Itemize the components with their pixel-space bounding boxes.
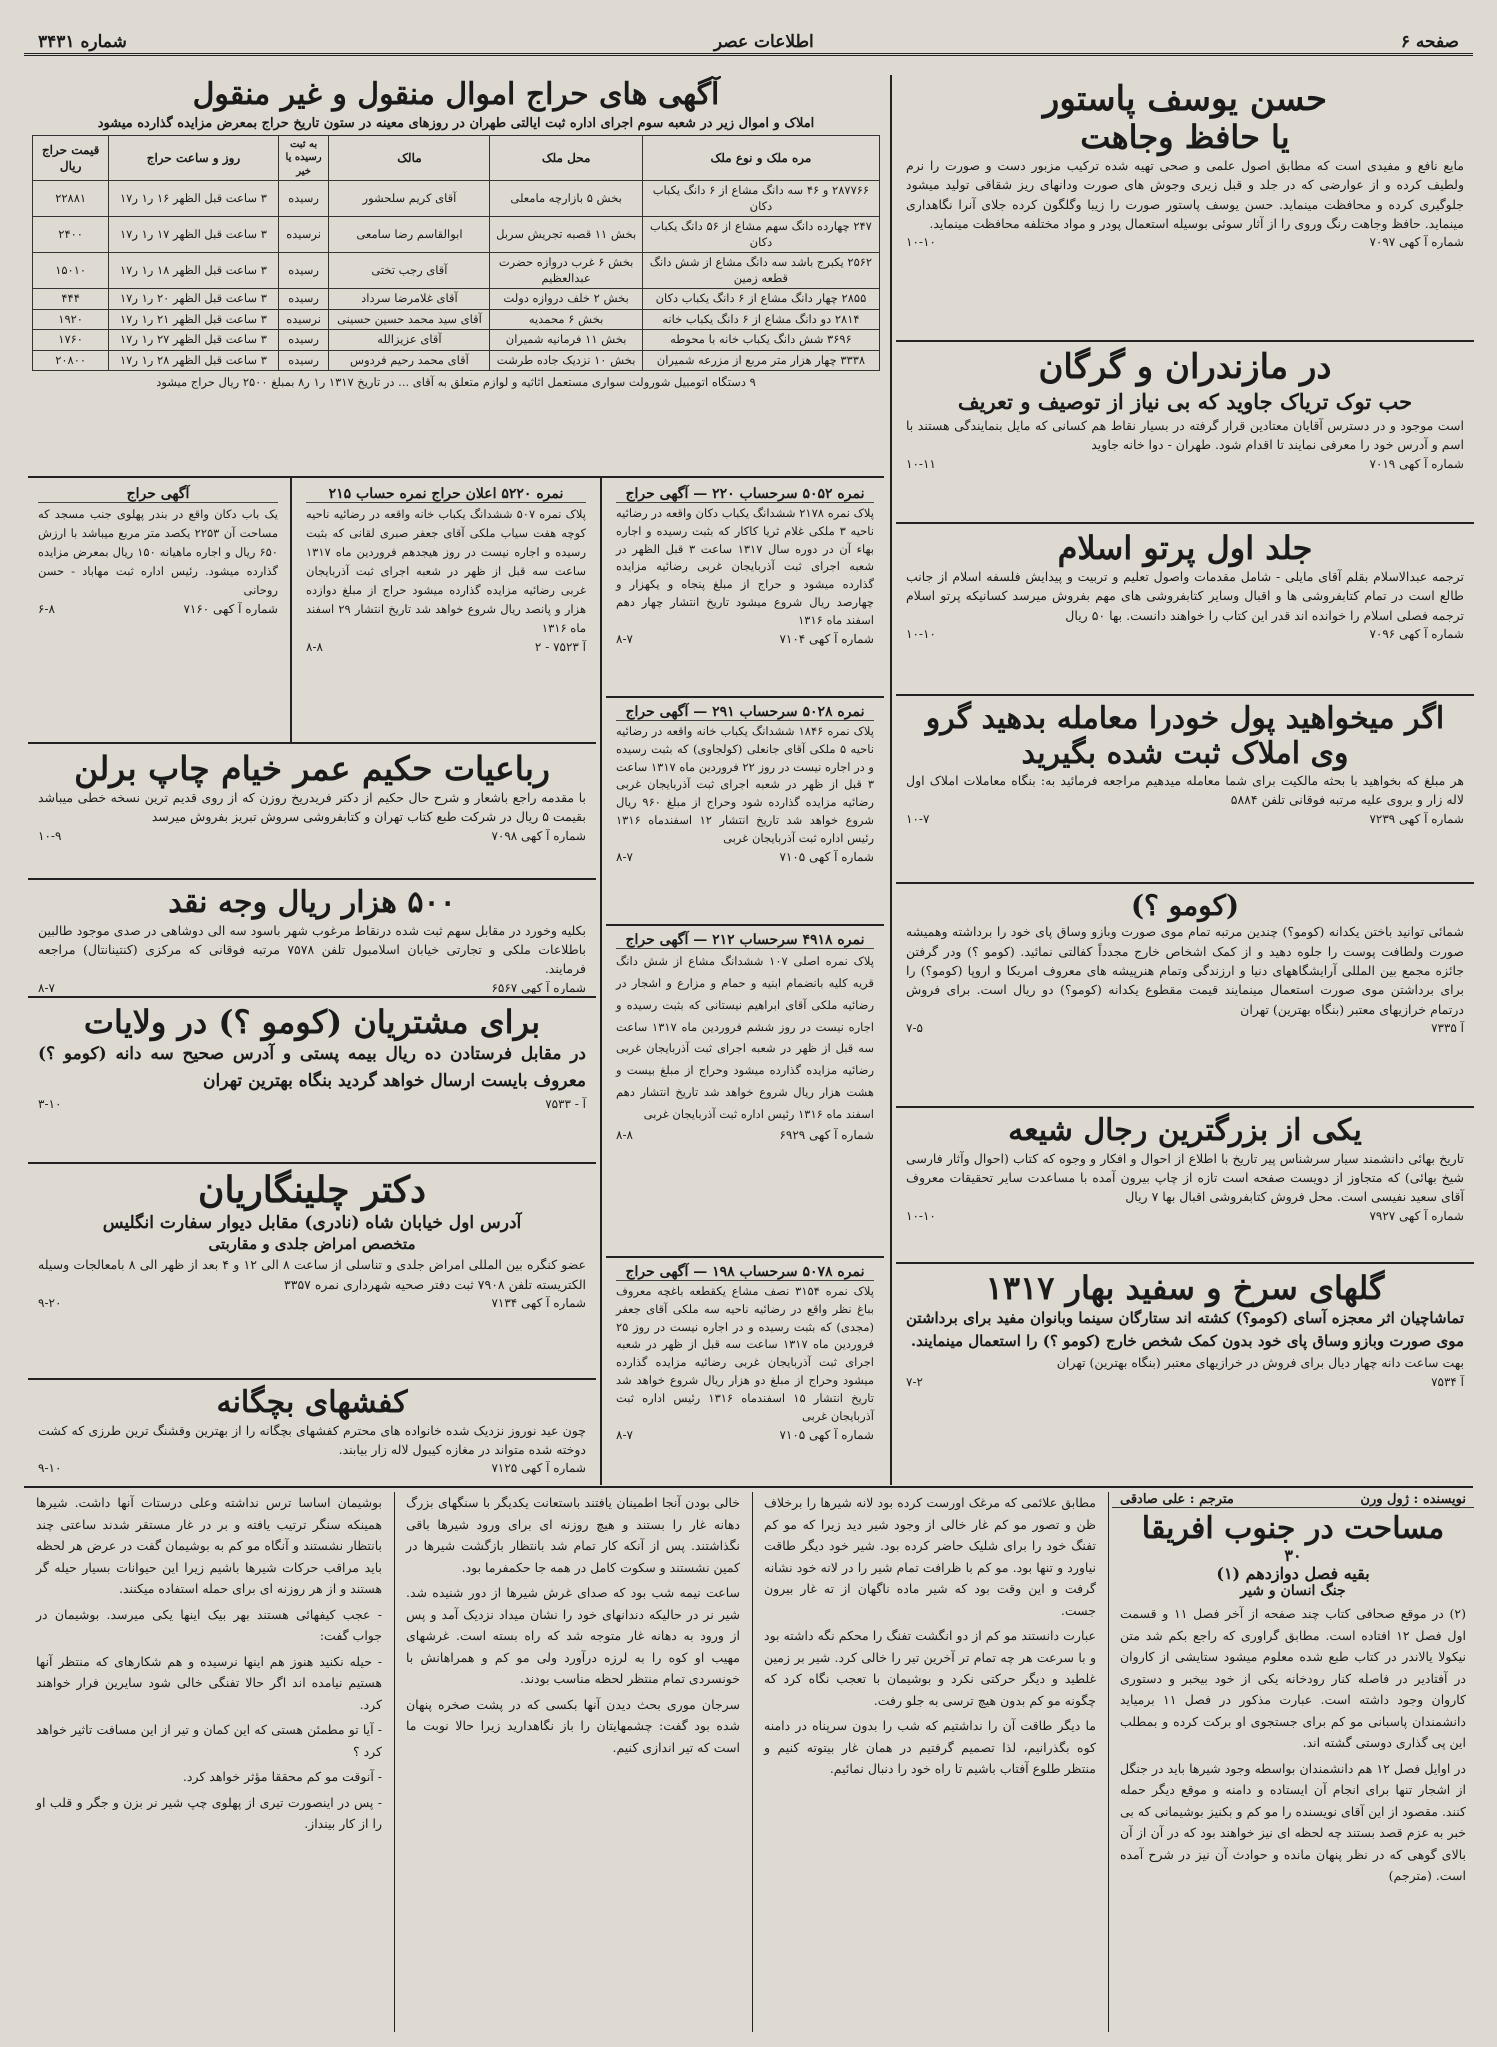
table-cell: ۳ ساعت قبل الظهر ۲۸ ر۱ ر۱۷ bbox=[109, 350, 278, 371]
table-cell: ۲۸۱۴ دو دانگ مشاع از ۶ دانگ یکباب خانه bbox=[642, 309, 879, 330]
hassan-body: مایع نافع و مفیدی است که مطابق اصول علمی و صحی تهیه شده ترکیب مزبور دست و صورت را نرم ولطیف کرده و از عوارضی که در جلد و قبل زیری وجوش های صورت ودانهای ریز شقاقی تولید میشود جلوگیری کرده و محافظت مینماید. حسن یوسف پاستور صورت را زیبا وگلگون کرده جلای آنرا نگاهداری مینماید. حافظ وجاهت رنگ وروی را از آثار سوئی بوسیله استعمال پودر و مواد مختلفه محافظت مینماید. bbox=[906, 157, 1464, 232]
table-row bbox=[33, 181, 880, 217]
notice-body: یک باب دکان واقع در بندر پهلوی جنب مسجد که مساحت آن ۲۲۵۳ یکصد متر مربع میباشد با ارزش ۶۵۰ ریال و اجاره ماهیانه ۱۵۰ ریال بمعرض مزایده گذارده میشود. رئیس اداره ثبت مهاباد - حسن روحانی bbox=[38, 507, 278, 597]
table-cell: آقای غلامرضا سرداد bbox=[329, 289, 490, 310]
table-cell: آقای رجب تختی bbox=[329, 253, 490, 289]
table-row bbox=[33, 350, 880, 371]
notice-body: پلاک نمره ۱۸۴۶ ششدانگ یکباب خانه واقعه در رضائیه ناحیه ۵ ملکی آقای جانعلی (کولجاوی) که بثبت رسیده و در اجاره نیست در روز ۲۲ فروردین ماه ۱۳۱۷ ساعت ۳ قبل از ظهر در شعبه اجرای ثبت آذربایجان غربی رضائیه مزایده گذارده شود وحراج از مبلغ ۹۶۰ ریال شروع خواهد شد تاریخ انتشار ۱۲ اسفندماه ۱۳۱۶ رئیس اداره ثبت آذربایجان غربی bbox=[616, 724, 874, 845]
ad-number: آ ۷۵۳۴ bbox=[1431, 1374, 1464, 1389]
auction-title: آگهی های حراج اموال منقول و غیر منقول bbox=[192, 77, 720, 112]
shia-title: یکی از بزرگترین رجال شیعه bbox=[1008, 1113, 1362, 1148]
ad-number: شماره آ کهی ۷۰۱۹ bbox=[1369, 456, 1464, 471]
table-cell: ۳ ساعت قبل الظهر ۲۱ ر۱ ر۱۷ bbox=[109, 309, 278, 330]
auction-notice-1: نمره ۵۰۵۲ سرحساب ۲۲۰ — آگهی حراج پلاک نمره ۲۱۷۸ ششدانگ یکباب دکان واقعه در رضائیه ناحیه ۳ ملکی غلام ثریا کاکار که بثبت رسیده و اجاره بهاء آن در دوره سال ۱۳۱۷ ساعت ۳ قبل الظهر در شعبه اجرای ثبت آذربایجان غربی رضائیه مزایده گذارده میشود و حراج از مبلغ پنجاه و یکهزار و چهارصد ریال شروع میشود تاریخ انتشار چهار دهم اسفند ماه ۱۳۱۶ شماره آ کهی ۷۱۰۴ ۸-۷ bbox=[616, 486, 874, 646]
serial-section: بقیه فصل دوازدهم (۱) bbox=[1216, 1563, 1370, 1583]
table-cell: ۳ ساعت قبل الظهر ۱۸ ر۱ ر۱۷ bbox=[109, 253, 278, 289]
table-cell: رسیده bbox=[278, 330, 329, 351]
ad-number: شماره آ کهی ۷۱۰۴ bbox=[779, 631, 874, 646]
paragraph: ساعت نیمه شب بود که صدای غرش شیرها از دور شنیده شد. شیر نر در حالیکه دندانهای خود را نشان میداد نزدیک آمد و پس از ورود به دهانه غار متوجه شد که راه بسته است. غرشهای مهیب او کوه را به لرزه درآورد ولی مو کم و همراهانش با خونسردی تمام منتظر لحظه مناسب بودند. bbox=[406, 1585, 740, 1686]
paper-name: اطلاعات عصر bbox=[713, 31, 814, 52]
page-header bbox=[24, 30, 1473, 56]
customers-title: برای مشتریان (کومو ؟) در ولایات bbox=[83, 1003, 541, 1041]
table-row bbox=[33, 217, 880, 253]
kumo-ad bbox=[896, 886, 1474, 1104]
table-cell: رسیده bbox=[278, 181, 329, 217]
table-cell: ۲۵۶۲ یکبرج باشد سه دانگ مشاع از شش دانگ قطعه زمین bbox=[642, 253, 879, 289]
table-cell: بخش ۵ بازارچه مامعلی bbox=[490, 181, 642, 217]
khayyam-body: با مقدمه راجع باشعار و شرح حال حکیم از دکتر فریدریخ روزن که از روی قدیم ترین نسخه خطی میباشد بقیمت ۵ ریال در شرکت طبع کتاب تهران و کتابفروشی سروش تبریز بفروش میرسد bbox=[38, 789, 586, 825]
table-cell: رسیده bbox=[278, 289, 329, 310]
serial-rule bbox=[752, 1492, 753, 2032]
table-cell: آقای سید محمد حسین حسینی bbox=[329, 309, 490, 330]
table-cell: بخش ۱۱ فرمانیه شمیران bbox=[490, 330, 642, 351]
mazandaran-body: است موجود و در دسترس آقایان معتادین قرار گرفته در بسیار نقاط هم کسانی که مایل بنمایندگی هستند با اسم و آدرس خود را معرفی نمایند تا اقدام شود. طهران - دوا خانه جاوید bbox=[906, 418, 1464, 453]
paragraph: مطابق علائمی که مرغک اورست کرده بود لانه شیرها را برخلاف ظن و تصور مو کم غار خالی از وجود شیر دید زیرا که مو کم تفنگ خود را برای شلیک حاضر کرده بود. شیر خود دیگر طاقت نیاورد و تنها بود. مو کم با ظرافت تمام شیر را در لانه خود نشانه گرفت و این وقت بود که شیر ماده ناگهان از ته غار بیرون جست. bbox=[764, 1495, 1096, 1618]
table-cell: ۲۲۸۸۱ bbox=[33, 181, 109, 217]
table-cell: رسیده bbox=[278, 350, 329, 371]
col-header: روز و ساعت حراج bbox=[109, 135, 278, 181]
ad-number: شماره آ کهی ۷۱۳۴ bbox=[491, 1296, 586, 1311]
paragraph: (۲) در موقع صحافی کتاب چند صفحه از آخر فصل ۱۱ و قسمت اول فصل ۱۲ افتاده است. مطابق گراوری که راجع بکم شد متن نیکولا یالاندر در کتاب طبع شده معلوم میشود ستایشی از کاروان در آفتادیر در فاصله کنار رودخانه یکی از خود بیخبر و دستوری کاروان وجود داشته است. عبارت مذکور در فصل ۱۱ برمیاید دانشمندان پاسبانی مو کم برای جستجوی او برکت کرده و بمطلب این پی گذاری دوستی گشته اند. bbox=[1120, 1606, 1466, 1751]
auction-table bbox=[32, 135, 880, 372]
ad-date: ۷-۲ bbox=[906, 1374, 923, 1389]
table-cell: ۳ ساعت قبل الظهر ۲۰ ر۱ ر۱۷ bbox=[109, 289, 278, 310]
serial-translator: مترجم : علی صادقی bbox=[1120, 1492, 1234, 1507]
serial-divider bbox=[24, 1486, 1473, 1488]
serial-text bbox=[28, 1492, 390, 1835]
notice-divider bbox=[606, 1256, 884, 1258]
ad-divider bbox=[896, 1262, 1474, 1264]
serial-column-4 bbox=[28, 1492, 390, 2032]
doctor-body: عضو کنگره بین المللی امراض جلدی و تناسلی از ساعت ۸ الی ۱۲ و ۴ بعد از ظهر الی ۸ بامعالجات وسیله الکتریسته تلفن ۷۹۰۸ ثبت دفتر صحیه شهرداری نمره ۳۳۵۷ bbox=[38, 1257, 586, 1292]
table-cell: آقای عزیزالله bbox=[329, 330, 490, 351]
table-row bbox=[33, 289, 880, 310]
rial-body: بکلیه وخورد در مقابل سهم ثبت شده درنقاط مرغوب شهر باسود سه الی دوشاهی در صدی موجود طالبین باطلاعات ملکی و تجارتی خیابان اسلامبول تلفن ۷۵۷۸ مرتبه فوقانی که مرکزی (کنتینانتال) مراجعه فرمایند. bbox=[38, 922, 586, 977]
notice-body: پلاک نمره ۳۱۵۴ نصف مشاع یکقطعه باغچه معروف بباغ نظر واقع در رضائیه ناحیه سه ملکی آقای جعفر (مجدی) که بثبت رسیده و در اجاره نیست در روز ۲۵ فروردین ماه ۱۳۱۷ ساعت سه قبل از ظهر در شعبه اجرای ثبت آذربایجان غربی رضائیه مزایده گذارده میشود وحراج از مبلغ دو هزار ریال شروع خواهد شد تاریخ انتشار ۱۵ اسفندماه ۱۳۱۶ رئیس اداره ثبت آذربایجان غربی bbox=[616, 1284, 875, 1423]
serial-chapter: جنگ انسان و شیر bbox=[1240, 1583, 1346, 1600]
flowers-note: بهت ساعت دانه چهار دیال برای فروش در خرازیهای معتبر (بنگاه بهترین) تهران bbox=[1056, 1355, 1464, 1371]
ad-date: ۸-۷ bbox=[616, 631, 633, 646]
islam-title: جلد اول پرتو اسلام bbox=[1057, 529, 1313, 567]
notice-body: پلاک نمره اصلی ۱۰۷ ششدانگ مشاع از شش دانگ قریه کلیه بانضمام ابنیه و حمام و مزارع و اشجار در رضائیه ملکی آقای ابراهیم نیستانی که بثبت رسیده و اجاره نیست در روز ششم فروردین ماه ۱۳۱۷ ساعت سه قبل از ظهر در شعبه اجرای ثبت آذربایجان غربی رضائیه مزایده گذارده میشود وحراج از مبلغ بیست و هشت هزار ریال شروع خواهد شد تاریخ انتشار دهم اسفند ماه ۱۳۱۶ رئیس اداره ثبت آذربایجان غربی bbox=[616, 954, 874, 1121]
paragraph: در اوایل فصل ۱۲ هم دانشمندان بواسطه وجود شیرها باید در جنگل از اشجار تنها برای انجام آن ایستاده و دامنه و موقع دیگر حمله کنند. مقصود از این آقای نویسنده را مو کم و بکنیز بوشیمانی که بی خبر به عزم قصد بستند چه لحظه ای نیز خواهند بود که در آن از آن بالای گوهی که در نظر پنهان مانده و حوادث آن نیز در شرح آمده است. (مترجم) bbox=[1120, 1760, 1466, 1884]
flowers-title: گلهای سرخ و سفید بهار ۱۳۱۷ bbox=[985, 1269, 1385, 1307]
auction-notice-3: نمره ۴۹۱۸ سرحساب ۲۱۲ — آگهی حراج پلاک نمره اصلی ۱۰۷ ششدانگ مشاع از شش دانگ قریه کلیه بانضمام ابنیه و حمام و مزارع و اشجار در رضائیه ملکی آقای ابراهیم نیستانی که بثبت رسیده و اجاره نیست در روز ششم فروردین ماه ۱۳۱۷ ساعت سه قبل از ظهر در شعبه اجرای ثبت آذربایجان غربی رضائیه مزایده گذارده میشود وحراج از مبلغ بیست و هشت هزار ریال شروع خواهد شد تاریخ انتشار دهم اسفند ماه ۱۳۱۶ رئیس اداره ثبت آذربایجان غربی شماره آ کهی ۶۹۲۹ ۸-۸ bbox=[616, 932, 874, 1142]
ad-date: ۷-۵ bbox=[906, 1021, 923, 1036]
ad-number: شماره آ کهی ۷۱۲۵ bbox=[491, 1461, 586, 1476]
ad-date: ۶-۸ bbox=[38, 601, 55, 616]
notice-title: آگهی حراج bbox=[625, 486, 689, 502]
notice-number: نمره ۴۹۱۸ سرحساب ۲۱۲ bbox=[712, 932, 865, 948]
table-cell: بخش ۱۰ نزدیک جاده طرشت bbox=[490, 350, 642, 371]
notice-title: آگهی حراج bbox=[625, 932, 689, 948]
rial-ad bbox=[28, 882, 596, 994]
notice-title: آگهی حراج bbox=[625, 1264, 689, 1280]
ad-divider bbox=[896, 882, 1474, 884]
ad-number: شماره آ کهی ۶۹۲۹ bbox=[779, 1127, 874, 1142]
doctor-title: دکتر چلینگاریان bbox=[198, 1169, 426, 1211]
ad-date: ۸-۷ bbox=[616, 849, 633, 864]
islam-body: ترجمه عبدالاسلام بقلم آقای مایلی - شامل مقدمات واصول تعلیم و تربیت و پیدایش فلسفه اسلام از جانب طالع است در تمام کتابفروشی ها و اقبال وسایر کتابفروشی های مهم بفروش میرسد کسانیکه پرتو اسلام ترجمه فصلی اسلام را خوانده اند قدر این کتاب را خواهند دانست. بها ۵۰ ریال bbox=[906, 568, 1464, 623]
ad-date: ۹-۱۰ bbox=[38, 1461, 62, 1476]
customers-body: در مقابل فرستادن ده ریال بیمه پستی و آدرس صحیح سه دانه (کومو ؟) معروف بایست ارسال خواهد گردید بنگاه بهترین تهران bbox=[38, 1043, 586, 1091]
table-cell: ۳۳۳۸ چهار هزار متر مربع از مزرعه شمیران bbox=[642, 350, 879, 371]
serial-text bbox=[398, 1492, 748, 1758]
table-cell: بخش ۱۱ قصبه تجریش سربل bbox=[490, 217, 642, 253]
khayyam-ad bbox=[28, 746, 596, 876]
auction-notice-4: نمره ۵۰۷۸ سرحساب ۱۹۸ — آگهی حراج پلاک نمره ۳۱۵۴ نصف مشاع یکقطعه باغچه معروف بباغ نظر واقع در رضائیه ناحیه سه ملکی آقای جعفر (مجدی) که بثبت رسیده و در اجاره نیست در روز ۲۵ فروردین ماه ۱۳۱۷ ساعت سه قبل از ظهر در شعبه اجرای ثبت آذربایجان غربی رضائیه مزایده گذارده میشود وحراج از مبلغ دو هزار ریال شروع خواهد شد تاریخ انتشار ۱۵ اسفندماه ۱۳۱۶ رئیس اداره ثبت آذربایجان غربی شماره آ کهی ۷۱۰۵ ۸-۷ bbox=[616, 1264, 875, 1442]
column-rule bbox=[890, 75, 892, 1485]
ad-date: ۸-۸ bbox=[616, 1127, 633, 1142]
ad-number: شماره آ کهی ۷۱۶۰ bbox=[183, 601, 278, 616]
table-cell: ۱۷۶۰ bbox=[33, 330, 109, 351]
ad-date: ۱۰-۷ bbox=[906, 811, 930, 826]
flowers-ad bbox=[896, 1266, 1474, 1482]
money-body: هر مبلغ که بخواهید با بحثه مالکیت برای شما معامله میدهیم مراجعه فرمائید به: بنگاه معاملات املاک اول لاله زار و بروی علیه مرتبه فوقانی تلفن ۵۸۸۴ bbox=[906, 773, 1464, 808]
islam-ad bbox=[896, 526, 1474, 692]
ad-number: شماره آ کهی ۶۵۶۷ bbox=[491, 980, 586, 994]
mazandaran-subtitle: حب توک تریاک جاوید که بی نیاز از توصیف و تعریف bbox=[957, 389, 1413, 415]
kumo-title: (کومو ؟) bbox=[1130, 889, 1240, 922]
table-cell: ۱۹۲۰ bbox=[33, 309, 109, 330]
serial-text bbox=[756, 1492, 1104, 1780]
customers-ad bbox=[28, 1000, 596, 1160]
col-header: مالک bbox=[329, 135, 490, 181]
ad-divider bbox=[896, 522, 1474, 524]
table-cell: بخش ۲ خلف دروازه دولت bbox=[490, 289, 642, 310]
notice-number: نمره ۵۰۵۲ سرحساب ۲۲۰ bbox=[712, 486, 865, 502]
ad-date: ۸-۷ bbox=[616, 1427, 633, 1442]
ad-number: شماره آ کهی ۷۲۳۹ bbox=[1369, 811, 1464, 826]
ad-date: ۳-۱۰ bbox=[38, 1097, 62, 1112]
auction-note: ۹ دستگاه اتومبیل شورولت سواری مستعمل اثاثیه و لوازم متعلق به آقای ... در تاریخ ۱۳۱۷ ر۱ ر۸ بمبلغ ۲۵۰۰ ریال حراج میشود bbox=[156, 375, 756, 390]
ad-date: ۹-۲۰ bbox=[38, 1296, 62, 1311]
money-title: اگر میخواهید پول خودرا معامله بدهید گرو وی املاک ثبت شده بگیرید bbox=[925, 701, 1445, 771]
rial-title: ۵۰۰ هزار ریال وجه نقد bbox=[168, 885, 456, 920]
ad-number: شماره آ کهی ۷۱۰۵ bbox=[779, 1427, 874, 1442]
notice-title: آگهی حراج bbox=[38, 486, 278, 503]
col-header: محل ملک bbox=[490, 135, 642, 181]
ad-number: آ ۷۳۳۵ bbox=[1431, 1021, 1464, 1036]
ad-number: شماره آ کهی ۷۱۰۵ bbox=[779, 849, 874, 864]
table-cell: ۴۴۴ bbox=[33, 289, 109, 310]
serial-column-1 bbox=[1112, 1492, 1474, 2032]
doctor-ad bbox=[28, 1166, 596, 1376]
ad-date: ۸-۷ bbox=[38, 980, 55, 994]
auction-section bbox=[28, 76, 884, 474]
paragraph: - آیا تو مطمئن هستی که این کمان و تیر از این مسافت تاثیر خواهد کرد ؟ bbox=[36, 1722, 382, 1759]
ad-number: آ - ۷۵۳۳ bbox=[545, 1097, 586, 1112]
notice-divider bbox=[606, 696, 884, 698]
table-cell: بخش ۶ غرب دروازه حضرت عبدالعظیم bbox=[490, 253, 642, 289]
table-divider bbox=[28, 476, 884, 478]
table-cell: ۲۸۷۷۶۶ و ۴۶ سه دانگ مشاع از ۶ دانگ یکباب دکان bbox=[642, 181, 879, 217]
col-header: به ثبت رسیده یا خیر bbox=[278, 135, 329, 181]
table-cell: ۳۶۹۶ شش دانگ یکباب خانه با محوطه bbox=[642, 330, 879, 351]
hassan-subtitle: یا حافظ وجاهت bbox=[1080, 118, 1290, 157]
serial-column-3 bbox=[398, 1492, 748, 2032]
ad-number: شماره آ کهی ۷۰۹۶ bbox=[1369, 626, 1464, 641]
ad-divider bbox=[896, 1106, 1474, 1108]
col-header: مره ملک و نوع ملک bbox=[642, 135, 879, 181]
ad-number: آ ۷۵۲۳ - ۲ bbox=[534, 639, 586, 654]
mazandaran-title: در مازندران و گرگان bbox=[1038, 347, 1332, 387]
shoes-title: کفشهای بچگانه bbox=[216, 1385, 408, 1420]
ad-date: ۱۰-۱۱ bbox=[906, 456, 936, 471]
ad-number: شماره آ کهی ۷۹۲۷ bbox=[1369, 1208, 1464, 1223]
mazandaran-ad bbox=[896, 344, 1474, 520]
notice-number: نمره ۵۰۷۸ سرحساب ۱۹۸ bbox=[712, 1264, 865, 1280]
notice-title: نمره ۵۲۲۰ اعلان حراج نمره حساب ۲۱۵ bbox=[306, 486, 586, 503]
ad-divider bbox=[28, 742, 596, 744]
doctor-address: آدرس اول خیابان شاه (نادری) مقابل دیوار سفارت انگلیس bbox=[102, 1213, 522, 1234]
auction-notice-left-2 bbox=[28, 482, 288, 740]
table-row bbox=[33, 253, 880, 289]
paragraph: - آنوقت مو کم محققا مؤثر خواهد کرد. bbox=[182, 1769, 382, 1784]
table-cell: ۳ ساعت قبل الظهر ۱۶ ر۱ ر۱۷ bbox=[109, 181, 278, 217]
serial-title: مساحت در جنوب افریقا bbox=[1141, 1511, 1445, 1546]
ad-divider bbox=[28, 878, 596, 880]
shia-body: تاریخ بهائی دانشمند سیار سرشناس پیر تاریخ با اطلاع از احوال و افکار و وجوه که کتاب (احوال وآثار فارسی شیخ بهائی) که متجاوز از دویست صفحه است تازه از چاپ بیرون آمده با مساعدت سایر تحقیقات معروف آقای سعید نفیسی است. محل فروش کتابفروشی اقبال بها ۷ ریال bbox=[906, 1150, 1464, 1205]
notice-body: پلاک نمره ۲۱۷۸ ششدانگ یکباب دکان واقعه در رضائیه ناحیه ۳ ملکی غلام ثریا کاکار که بثبت رسیده و اجاره بهاء آن در دوره سال ۱۳۱۷ ساعت ۳ قبل الظهر در شعبه اجرای ثبت آذربایجان غربی رضائیه مزایده گذارده میشود و حراج از مبلغ پنجاه و یکهزار و چهارصد ریال شروع میشود تاریخ انتشار چهار دهم اسفند ماه ۱۳۱۶ bbox=[616, 506, 874, 627]
ad-divider bbox=[28, 1378, 596, 1380]
serial-text bbox=[1112, 1603, 1474, 1887]
table-cell: آقای محمد رحیم فردوس bbox=[329, 350, 490, 371]
table-cell: آقای کریم سلحشور bbox=[329, 181, 490, 217]
table-cell: ۳ ساعت قبل الظهر ۲۷ ر۱ ر۱۷ bbox=[109, 330, 278, 351]
kumo-body: شمائی توانید باختن یکدانه (کومو؟) چندین مرتبه تمام موی صورت وبازو وساق پای خود را برداشته وهمیشه صورت ولطافت پوست را جلوه دهید و از کمک اشخاص خارج مجدداً کفالتی نمائید. (کومو ؟) ودر گرفتن جائزه مجمع بین المللی آرایشگاههای دنیا و ارزندگی وتمام هنرپیشه های معروف امریکا و اروپا (کومو؟) را برای برداشتن موی صورت استعمال مینمایند قیمت مقطوع یکدانه (کومو؟) دو ریال است. برای فروش درتمام خرازیهای معتبر (بنگاه بهترین) تهران bbox=[906, 924, 1464, 1017]
paragraph: ما دیگر طاقت آن را نداشتیم که شب را بدون سرپناه در دامنه کوه بگذرانیم، لذا تصمیم گرفتیم در همان غار بیتوته کنیم و منتظر طلوع آفتاب باشیم تا راه خود را دنبال نمائیم. bbox=[764, 1718, 1096, 1776]
table-cell: بخش ۶ محمدیه bbox=[490, 309, 642, 330]
ad-date: ۸-۸ bbox=[306, 639, 323, 654]
table-cell: ۳ ساعت قبل الظهر ۱۷ ر۱ ر۱۷ bbox=[109, 217, 278, 253]
notice-divider bbox=[606, 924, 884, 926]
notice-title: آگهی حراج bbox=[625, 704, 689, 720]
paragraph: سرجان موری بحث دیدن آنها بکسی که در پشت صخره پنهان شده بود گفت: چشمهایتان را باز نگاهدارید زیرا حالا نوبت ما است که تیر اندازی کنیم. bbox=[406, 1696, 740, 1755]
serial-number: ۳۰ bbox=[1284, 1545, 1302, 1565]
serial-rule bbox=[394, 1492, 395, 2032]
table-cell: نرسیده bbox=[278, 217, 329, 253]
shia-ad bbox=[896, 1110, 1474, 1260]
table-row bbox=[33, 309, 880, 330]
auction-notice-2: نمره ۵۰۲۸ سرحساب ۲۹۱ — آگهی حراج پلاک نمره ۱۸۴۶ ششدانگ یکباب خانه واقعه در رضائیه ناحیه ۵ ملکی آقای جانعلی (کولجاوی) که بثبت رسیده و در اجاره نیست در روز ۲۲ فروردین ماه ۱۳۱۷ ساعت ۳ قبل از ظهر در شعبه اجرای ثبت آذربایجان غربی رضائیه مزایده گذارده شود وحراج از مبلغ ۹۶۰ ریال شروع خواهد شد تاریخ انتشار ۱۲ اسفندماه ۱۳۱۶ رئیس اداره ثبت آذربایجان غربی شماره آ کهی ۷۱۰۵ ۸-۷ bbox=[616, 704, 874, 864]
paragraph: عبارت دانستند مو کم از دو انگشت تفنگ را محکم نگه داشته بود و با سرعت هر چه تمام تر آخرین تیر را خالی کرد. شیر بر زمین غلطید و دیگر حرکتی نکرد و بوشیمان با تعجب نگاه کرد که چگونه مو کم بدون هیچ ترسی به جلو رفت. bbox=[764, 1628, 1096, 1708]
flowers-body: تماشاچیان اثر معجزه آسای (کومو؟) کشته اند ستارگان سینما وبانوان مفید برای برداشتن موی صورت وبازو وساق پای خود بدون کمک شخص خارج (کومو ؟) را استعمال مینمایند. bbox=[906, 1308, 1464, 1351]
notice-body: پلاک نمره ۵۰۷ ششدانگ یکباب خانه واقعه در رضائیه ناحیه کوچه هفت سیاب ملکی آقای جعفر صبری لقانی که بثبت رسیده و اجاره نیست در روز هیجدهم فروردین ماه ۱۳۱۷ ساعت سه قبل از ظهر در شعبه اجرای ثبت آذربایجان غربی رضائیه مزایده گذارده میشود حراج از مبلغ دوازده هزار و پانصد ریال شروع خواهد شد تاریخ انتشار ۲۹ اسفند ماه ۱۳۱۶ bbox=[306, 507, 587, 635]
paragraph: خالی بودن آنجا اطمینان یافتند باستعانت یکدیگر با سنگهای بزرگ دهانه غار را بستند و هیچ روزنه ای برای ورود شیرها باقی نگذاشتند. پس از آنکه کار تمام شد بانتظار بازگشت شیرها در کمین نشستند و سکوت کامل در همه جا حکمفرما بود. bbox=[406, 1495, 740, 1575]
ad-divider bbox=[896, 694, 1474, 696]
table-cell: ابوالقاسم رضا سامعی bbox=[329, 217, 490, 253]
serial-rule bbox=[1108, 1492, 1109, 2032]
ad-date: ۱۰-۱۰ bbox=[906, 626, 936, 641]
money-ad bbox=[896, 698, 1474, 880]
ad-divider bbox=[28, 996, 596, 998]
ad-date: ۱۰-۹ bbox=[38, 828, 62, 843]
doctor-specialty: متخصص امراض جلدی و مقاربتی bbox=[208, 1235, 416, 1254]
ad-divider bbox=[28, 1162, 596, 1164]
shoes-ad bbox=[28, 1382, 596, 1484]
column-rule bbox=[290, 478, 292, 743]
issue-number: شماره ۳۴۳۱ bbox=[38, 31, 127, 52]
hassan-ad bbox=[896, 76, 1474, 338]
page-number: صفحه ۶ bbox=[1400, 31, 1459, 52]
table-cell: ۲۸۵۵ چهار دانگ مشاع از ۶ دانگ یکباب دکان bbox=[642, 289, 879, 310]
serial-column-2 bbox=[756, 1492, 1104, 2032]
ad-number: شماره آ کهی ۷۰۹۸ bbox=[491, 828, 586, 843]
ad-divider bbox=[896, 340, 1474, 342]
table-cell: رسیده bbox=[278, 253, 329, 289]
paragraph: بوشیمان اساسا ترس نداشته وعلی درستات آنها داشت. شیرها همینکه سنگر ترتیب یافته و بر در غار مستقر شدند ساعتی چند بانتظار نشستند و آنگاه مو کم به بوشیمان گفت در عرض هر لحظه باید مراقب حرکات شیرها باشیم زیرا این حیوانات بسیار حیله گر هستند و از هر روزنه ای برای حمله استفاده میکنند. bbox=[36, 1495, 382, 1596]
paragraph: - حیله نکنید هنوز هم اینها نرسیده و هم شکارهای که منتظر آنها هستیم نیامده اند اگر حالا تفنگی خالی شود سایرین فرار خواهند کرد. bbox=[36, 1653, 382, 1712]
hassan-title: حسن یوسف پاستور bbox=[1042, 79, 1328, 119]
serial-author: نویسنده : ژول ورن bbox=[1360, 1492, 1466, 1507]
auction-subtitle: املاک و اموال زیر در شعبه سوم اجرای اداره ثبت ایالتی طهران در روزهای معینه در ستون تاریخ حراج بمعرض مزایده گذارده میشود bbox=[97, 115, 815, 131]
table-cell: ۲۴۷ چهارده دانگ سهم مشاع از ۵۶ دانگ یکباب دکان bbox=[642, 217, 879, 253]
table-row bbox=[33, 330, 880, 351]
table-cell: نرسیده bbox=[278, 309, 329, 330]
ad-number: شماره آ کهی ۷۰۹۷ bbox=[1369, 235, 1464, 250]
khayyam-title: رباعیات حکیم عمر خیام چاپ برلن bbox=[74, 749, 550, 788]
col-header: قیمت حراج ریال bbox=[33, 135, 109, 181]
shoes-body: چون عید نوروز نزدیک شده خانواده های محترم کفشهای بچگانه را از بهترین وقشنگ ترین طرزی که کشت دوخته شده متواند در مغازه کیبول لاله زار بیابند. bbox=[38, 1422, 586, 1457]
table-cell: ۲۴۰۰ bbox=[33, 217, 109, 253]
column-rule bbox=[600, 478, 602, 1485]
table-cell: ۲۰۸۰۰ bbox=[33, 350, 109, 371]
paragraph: - عجب کیفهائی هستند بهر بیک اینها یکی میرسد. بوشیمان در جواب گفت: bbox=[36, 1606, 382, 1643]
ad-date: ۱۰-۱۰ bbox=[906, 1208, 936, 1223]
notice-number: نمره ۵۰۲۸ سرحساب ۲۹۱ bbox=[712, 704, 865, 720]
ad-date: ۱۰-۱۰ bbox=[906, 235, 936, 250]
auction-notice-left-1 bbox=[296, 482, 596, 740]
table-cell: ۱۵۰۱۰ bbox=[33, 253, 109, 289]
paragraph: - پس در اینصورت تیری از پهلوی چپ شیر نر بزن و جگر و قلب او را از کار بینداز. bbox=[36, 1794, 382, 1831]
